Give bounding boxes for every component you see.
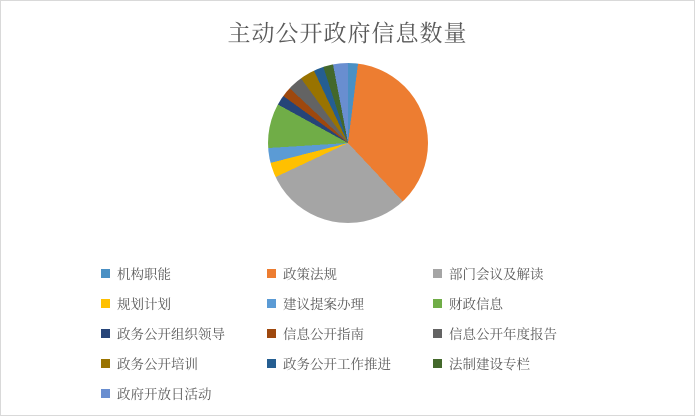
legend-item[interactable]: [267, 263, 433, 283]
legend-item-label: 政务公开组织领导: [117, 327, 225, 342]
legend-item-label: 部门会议及解读: [449, 267, 544, 282]
legend-swatch-icon: [433, 269, 442, 278]
legend-item[interactable]: [101, 323, 267, 343]
legend-row: [101, 263, 621, 283]
chart-legend: [101, 263, 621, 413]
legend-item[interactable]: [101, 293, 267, 313]
legend-item-label: 信息公开指南: [283, 327, 364, 342]
legend-item-label: 规划计划: [117, 297, 171, 312]
pie-plot-area: [1, 63, 694, 243]
legend-swatch-icon: [433, 329, 442, 338]
legend-swatch-icon: [101, 389, 110, 398]
pie-chart: [268, 63, 428, 223]
legend-item[interactable]: [433, 353, 599, 373]
legend-swatch-icon: [267, 299, 276, 308]
legend-item-label: 信息公开年度报告: [449, 327, 557, 342]
legend-item-label: 财政信息: [449, 297, 503, 312]
legend-item[interactable]: [101, 383, 267, 403]
legend-swatch-icon: [433, 299, 442, 308]
legend-item[interactable]: [433, 293, 599, 313]
legend-row: [101, 353, 621, 373]
legend-swatch-icon: [101, 299, 110, 308]
legend-swatch-icon: [267, 359, 276, 368]
legend-row: [101, 293, 621, 313]
legend-row: [101, 323, 621, 343]
legend-swatch-icon: [101, 269, 110, 278]
legend-swatch-icon: [267, 329, 276, 338]
legend-swatch-icon: [267, 269, 276, 278]
legend-swatch-icon: [101, 329, 110, 338]
legend-item-label: 机构职能: [117, 267, 171, 282]
legend-item-label: 政务公开培训: [117, 357, 198, 372]
legend-item[interactable]: [433, 323, 599, 343]
legend-item[interactable]: [267, 293, 433, 313]
legend-item-label: 政务公开工作推进: [283, 357, 391, 372]
legend-swatch-icon: [101, 359, 110, 368]
legend-item-label: 建议提案办理: [283, 297, 364, 312]
legend-item-label: 法制建设专栏: [449, 357, 530, 372]
chart-title: 主动公开政府信息数量: [227, 20, 468, 46]
legend-item[interactable]: [433, 263, 599, 283]
legend-item[interactable]: [101, 353, 267, 373]
legend-row: [101, 383, 621, 403]
legend-swatch-icon: [433, 359, 442, 368]
legend-item[interactable]: [101, 263, 267, 283]
legend-item-label: 政府开放日活动: [117, 387, 212, 402]
legend-item[interactable]: [267, 323, 433, 343]
legend-item[interactable]: [267, 353, 433, 373]
legend-item-label: 政策法规: [283, 267, 337, 282]
